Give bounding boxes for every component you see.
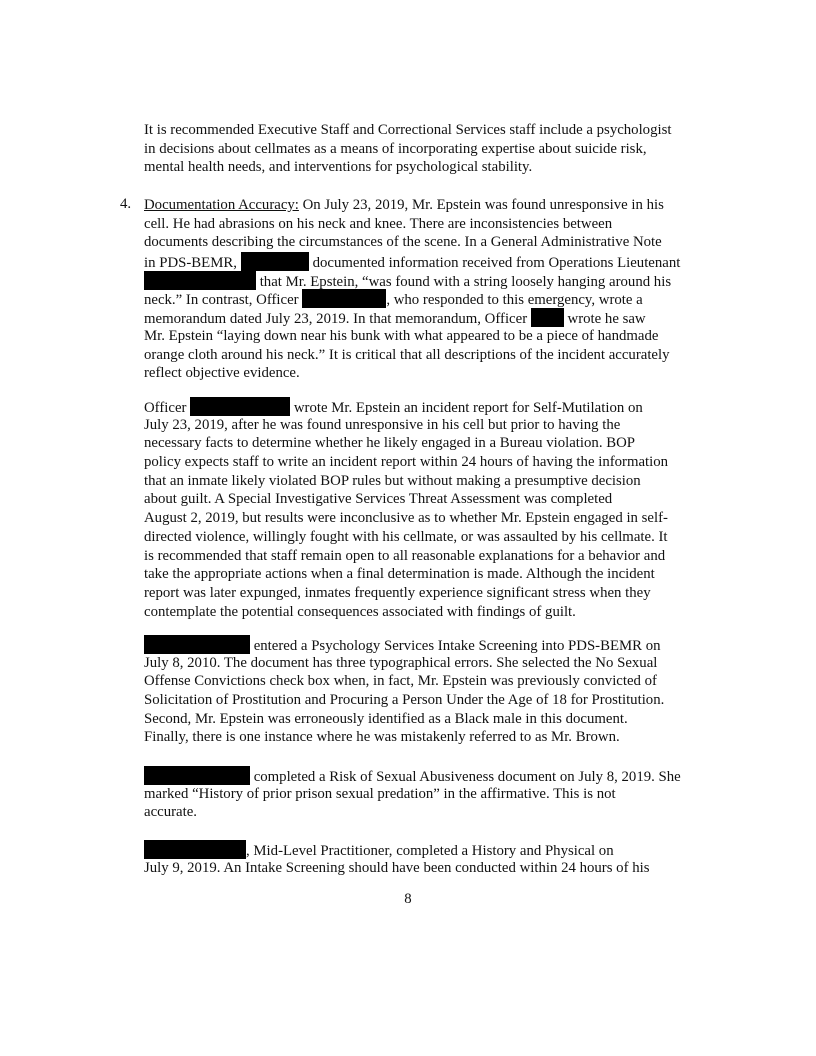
text-line: July 9, 2019. An Intake Screening should have been conducted within 24 hours of his [144, 859, 650, 876]
text-line: contemplate the potential consequences associated with findings of guilt. [144, 603, 576, 620]
text-line: July 23, 2019, after he was found unresponsive in his cell but prior to having the [144, 416, 621, 433]
text-line: that an inmate likely violated BOP rules but without making a presumptive decision [144, 472, 641, 489]
text-line: about guilt. A Special Investigative Services Threat Assessment was completed [144, 491, 613, 508]
redaction-block [241, 252, 309, 271]
redaction-block [531, 308, 564, 327]
text-line: necessary facts to determine whether he likely engaged in a Bureau violation. BOP [144, 435, 636, 452]
text-line: accurate. [144, 804, 197, 821]
paragraph-sexual-abusiveness [144, 766, 724, 822]
section-heading: Documentation Accuracy: [144, 197, 299, 213]
text-line: Solicitation of Prostitution and Procuring a Person Under the Age of 18 for Prostitution. [144, 692, 665, 709]
paragraph-intake-screening [144, 635, 724, 747]
paragraph-documentation-accuracy [144, 196, 724, 383]
redaction-block [144, 766, 250, 785]
paragraph-history-physical [144, 840, 724, 877]
text-line: Finally, there is one instance where he was mistakenly referred to as Mr. Brown. [144, 729, 620, 746]
text-line: directed violence, willingly fought with his cellmate, or was assaulted by his cellmate. It [144, 528, 668, 545]
redaction-block [144, 635, 250, 654]
redaction-block [302, 289, 386, 308]
text-segment: Officer [144, 400, 191, 416]
text-line: Mr. Epstein “laying down near his bunk with what appeared to be a piece of handmade [144, 327, 659, 344]
text-segment: , Mid-Level Practitioner, completed a History and Physical on [246, 843, 614, 859]
text-segment: entered a Psychology Services Intake Screening into PDS-BEMR on [250, 638, 661, 654]
text-line: August 2, 2019, but results were inconclusive as to whether Mr. Epstein engaged in self- [144, 510, 668, 527]
text-line: is recommended that staff remain open to all reasonable explanations for a behavior and [144, 547, 666, 564]
text-line: documents describing the circumstances of the scene. In a General Administrative Note [144, 234, 662, 251]
text-segment: neck.” In contrast, Officer [144, 292, 303, 309]
list-number: 4. [120, 196, 132, 212]
text-line: marked “History of prior prison sexual predation” in the affirmative. This is not [144, 785, 616, 802]
text-line: reflect objective evidence. [144, 365, 300, 382]
text-line: policy expects staff to write an incident report within 24 hours of having the information [144, 454, 669, 471]
text-segment: wrote Mr. Epstein an incident report for Self-Mutilation on [290, 400, 643, 416]
text-line: mental health needs, and interventions for psychological stability. [144, 159, 533, 176]
text-line: It is recommended Executive Staff and Correctional Services staff include a psychologist [144, 122, 672, 138]
page-number: 8 [404, 891, 412, 907]
text-segment: in PDS-BEMR, [144, 255, 237, 272]
text-line: Second, Mr. Epstein was erroneously identified as a Black male in this document. [144, 710, 628, 727]
redaction-block [144, 840, 246, 859]
text-line: take the appropriate actions when a final determination is made. Although the incident [144, 566, 655, 583]
text-segment: On July 23, 2019, Mr. Epstein was found unresponsive in his [298, 197, 664, 213]
paragraph-incident-report [144, 397, 724, 621]
text-line: cell. He had abrasions on his neck and knee. There are inconsistencies between [144, 215, 613, 232]
text-segment: completed a Risk of Sexual Abusiveness document on July 8, 2019. She [250, 769, 681, 785]
text-segment: , who responded to this emergency, wrote a [386, 292, 643, 309]
text-segment: that Mr. Epstein, “was found with a string loosely hanging around his [256, 273, 672, 290]
text-line: orange cloth around his neck.” It is critical that all descriptions of the incident accurately [144, 346, 670, 363]
text-line: Offense Convictions check box when, in fact, Mr. Epstein was previously convicted of [144, 673, 657, 690]
text-line: July 8, 2010. The document has three typographical errors. She selected the No Sexual [144, 654, 658, 671]
text-line: report was later expunged, inmates frequently experience significant stress when they [144, 584, 651, 601]
text-segment: wrote he saw [563, 311, 646, 328]
redaction-block [144, 271, 256, 290]
text-segment: memorandum dated July 23, 2019. In that memorandum, Officer [144, 311, 531, 328]
text-line: in decisions about cellmates as a means of incorporating expertise about suicide risk, [144, 140, 647, 157]
paragraph-recommendation [144, 121, 724, 177]
redaction-block [190, 397, 290, 416]
text-segment: documented information received from Operations Lieutenant [308, 255, 681, 272]
